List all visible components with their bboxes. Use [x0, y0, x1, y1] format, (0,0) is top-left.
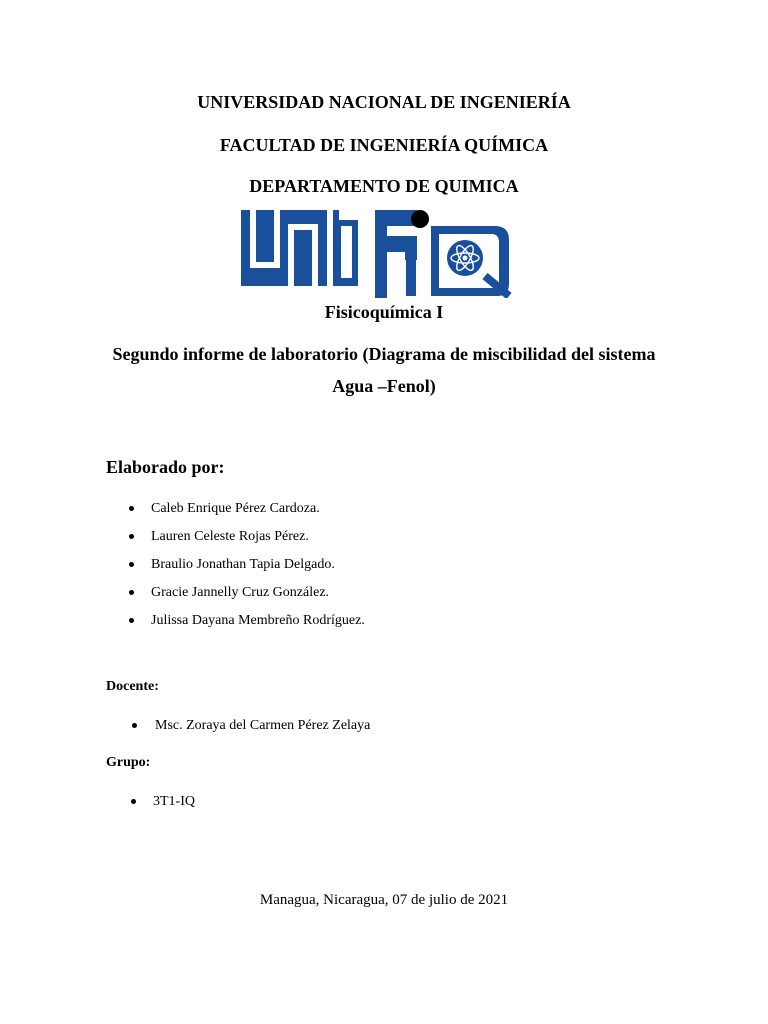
department-name: DEPARTAMENTO DE QUIMICA	[249, 176, 519, 196]
group-heading: Grupo:	[106, 755, 151, 770]
teacher-heading: Docente:	[106, 679, 159, 694]
bullet-icon	[132, 723, 137, 728]
bullet-icon	[129, 618, 134, 623]
authors-heading: Elaborado por:	[106, 457, 225, 477]
document-page: UNIVERSIDAD NACIONAL DE INGENIERÍA FACULTAD DE INGENIERÍA QUÍMICA DEPARTAMENTO DE QUIMICA Fisicoquímica I Segundo informe de laboratorio (Diagrama de miscibilidad del sistema Agua –Fenol) Elaborado por: Caleb Enrique Pérez Cardoza. Lauren Celeste Rojas Pérez. Braulio Jonathan Tapia Delgado. Gracie Jannelly Cruz González. Julissa Dayana Membreño Rodríguez. Docente: Msc. Zoraya del Carmen Pérez Zelaya Grupo: 3T1-IQ Managua, Nicaragua, 07 de julio de 2021	[0, 0, 768, 1024]
place-and-date: Managua, Nicaragua, 07 de julio de 2021	[259, 892, 509, 908]
bullet-icon	[129, 562, 134, 567]
course-name: Fisicoquímica I	[324, 302, 444, 322]
uni-fiq-logo-icon	[241, 206, 513, 298]
report-title-line1: Segundo informe de laboratorio (Diagrama de miscibilidad del sistema	[112, 344, 656, 364]
university-name: UNIVERSIDAD NACIONAL DE INGENIERÍA	[197, 92, 571, 112]
report-title-line2: Agua –Fenol)	[332, 376, 436, 396]
bullet-icon	[129, 506, 134, 511]
faculty-name: FACULTAD DE INGENIERÍA QUÍMICA	[219, 135, 549, 155]
bullet-icon	[129, 590, 134, 595]
bullet-icon	[131, 799, 136, 804]
bullet-icon	[129, 534, 134, 539]
